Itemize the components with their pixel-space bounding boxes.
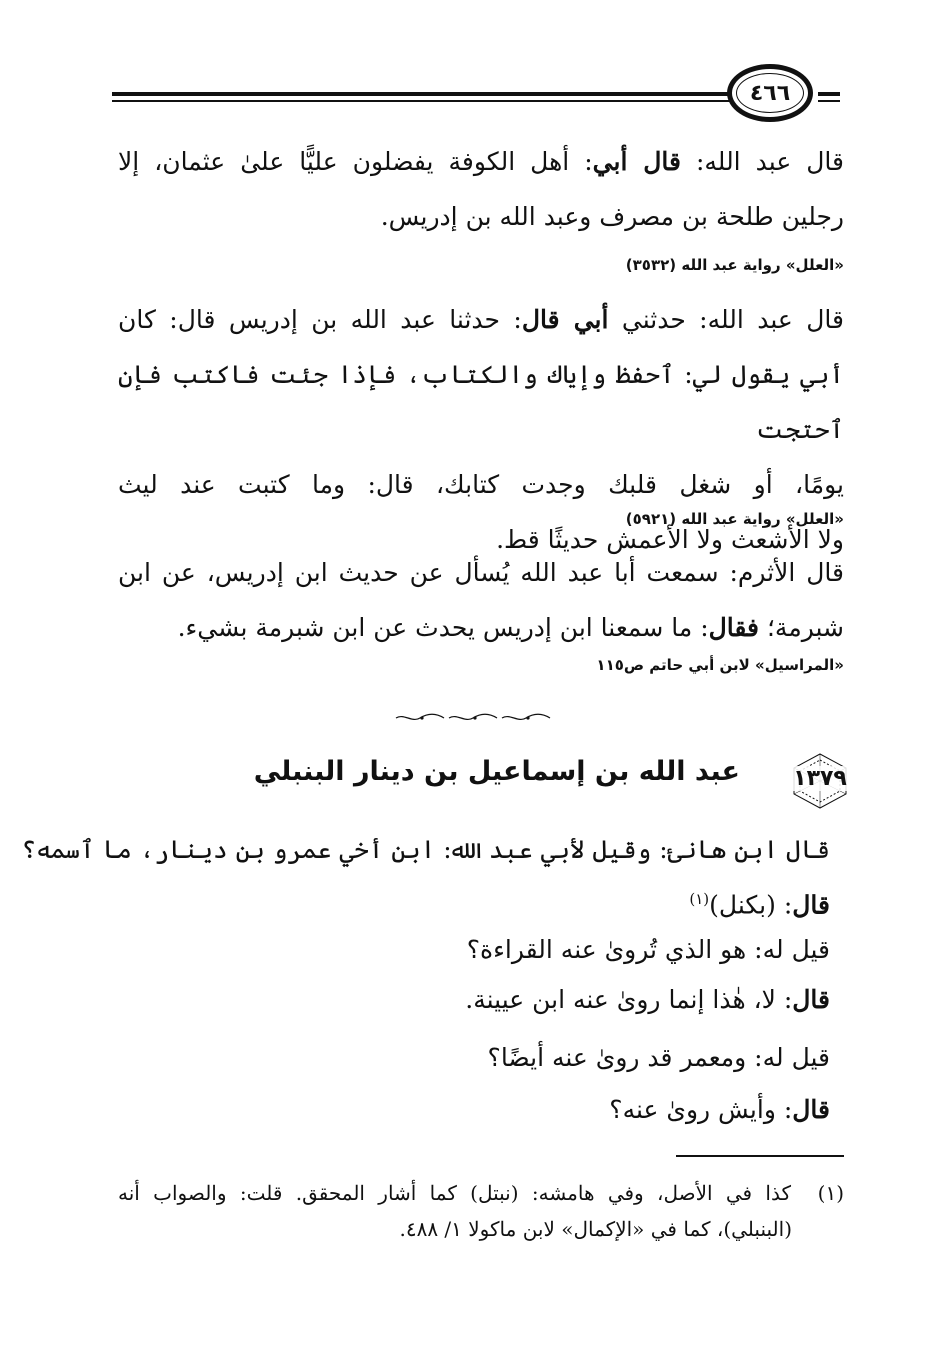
text: قال عبد الله: bbox=[680, 147, 844, 176]
text: : (بكنل) bbox=[709, 890, 793, 920]
speaker-bold: قال أبي bbox=[592, 147, 681, 176]
text: : ما سمعنا ابن إدريس يحدث عن ابن شبرمة بشيء. bbox=[177, 613, 709, 642]
footnote-marker: (١) bbox=[817, 1181, 844, 1205]
footnote-line-2: (البنبلي)، كما في «الإكمال» لابن ماكولا ١/ ٤٨٨. bbox=[399, 1217, 792, 1241]
header-rule-tail-top bbox=[818, 92, 840, 96]
text: : لا، هٰذا إنما رویٰ عنه ابن عيينة. bbox=[465, 985, 793, 1014]
page-number-text: ٤٦٦ bbox=[749, 80, 791, 106]
source-citation-3: «المراسيل» لابن أبي حاتم ص١١٥ bbox=[596, 656, 844, 674]
text: : أهل الكوفة يفضلون عليًّا علىٰ عثمان، إلا bbox=[118, 147, 593, 176]
paragraph-3-line-2 bbox=[118, 600, 844, 655]
qa-question-2: قيل له: هو الذي تُرویٰ عنه القراءة؟ bbox=[466, 935, 830, 964]
footnote-line-1 bbox=[118, 1175, 844, 1211]
paragraph-1-line-1 bbox=[118, 134, 844, 189]
text: شبرمة؛ bbox=[759, 613, 844, 642]
qa-answer-2 bbox=[465, 972, 830, 1027]
text: : حدثنا عبد الله بن إدريس قال: كان bbox=[118, 305, 522, 334]
paragraph-2-line-2: أبي يقول لي: ٱحفظ وإياك والكتاب، فإذا جئت فاكتب فإن ٱحتجت bbox=[118, 360, 844, 444]
footnote bbox=[118, 1175, 844, 1247]
paragraph-1-line-2: رجلين طلحة بن مصرف وعبد الله بن إدريس. bbox=[380, 202, 844, 231]
header-rule-top bbox=[112, 92, 732, 96]
speaker-bold: أبي قال bbox=[521, 305, 609, 334]
speaker-bold: فقال bbox=[708, 613, 760, 642]
paragraph-1 bbox=[118, 134, 844, 244]
source-citation-2: «العلل» رواية عبد الله (٥٩٢١) bbox=[625, 510, 844, 528]
entry-title: عبد الله بن إسماعيل بن دينار البنبلي bbox=[253, 756, 740, 787]
entry-number: ١٣٧٩ bbox=[786, 766, 854, 791]
header-rule-tail-bottom bbox=[818, 100, 840, 102]
qa-question-1: قال ابن هانئ: وقيل لأبي عبد الله: ابن أخي عمرو بن دينار، ما ٱسمه؟ bbox=[21, 835, 830, 864]
paragraph-2-line-1 bbox=[118, 292, 844, 347]
speaker-bold: قال bbox=[792, 890, 830, 920]
text: قال عبد الله: حدثني bbox=[608, 305, 844, 334]
ornament-divider bbox=[394, 713, 554, 723]
paragraph-3-line-1: قال الأثرم: سمعت أبا عبد الله يُسأل عن حديث ابن إدريس، عن ابن bbox=[118, 558, 844, 587]
speaker-bold: قال bbox=[792, 985, 830, 1014]
text: كذا في الأصل، وفي هامشه: (نبتل) كما أشار المحقق. قلت: والصواب أنه bbox=[118, 1181, 791, 1205]
text: : وأيش رویٰ عنه؟ bbox=[609, 1095, 793, 1124]
qa-question-3: قيل له: ومعمر قد رویٰ عنه أيضًا؟ bbox=[487, 1043, 830, 1072]
footnote-reference[interactable]: (١) bbox=[689, 890, 710, 908]
header-rule-bottom bbox=[112, 100, 732, 102]
page-number bbox=[727, 64, 813, 122]
paragraph-3 bbox=[118, 545, 844, 655]
qa-answer-3 bbox=[609, 1082, 830, 1137]
footnote-separator bbox=[676, 1155, 844, 1157]
source-citation-1: «العلل» رواية عبد الله (٣٥٣٢) bbox=[625, 256, 844, 274]
speaker-bold: قال bbox=[792, 1095, 830, 1124]
paragraph-2-line-3: يومًا، أو شغل قلبك وجدت كتابك، قال: وما كتبت عند ليث bbox=[118, 470, 844, 499]
paragraph-2-line-4: ولا الأشعث ولا الأعمش حديثًا قط. bbox=[496, 525, 844, 554]
entry-number-badge bbox=[788, 752, 852, 810]
